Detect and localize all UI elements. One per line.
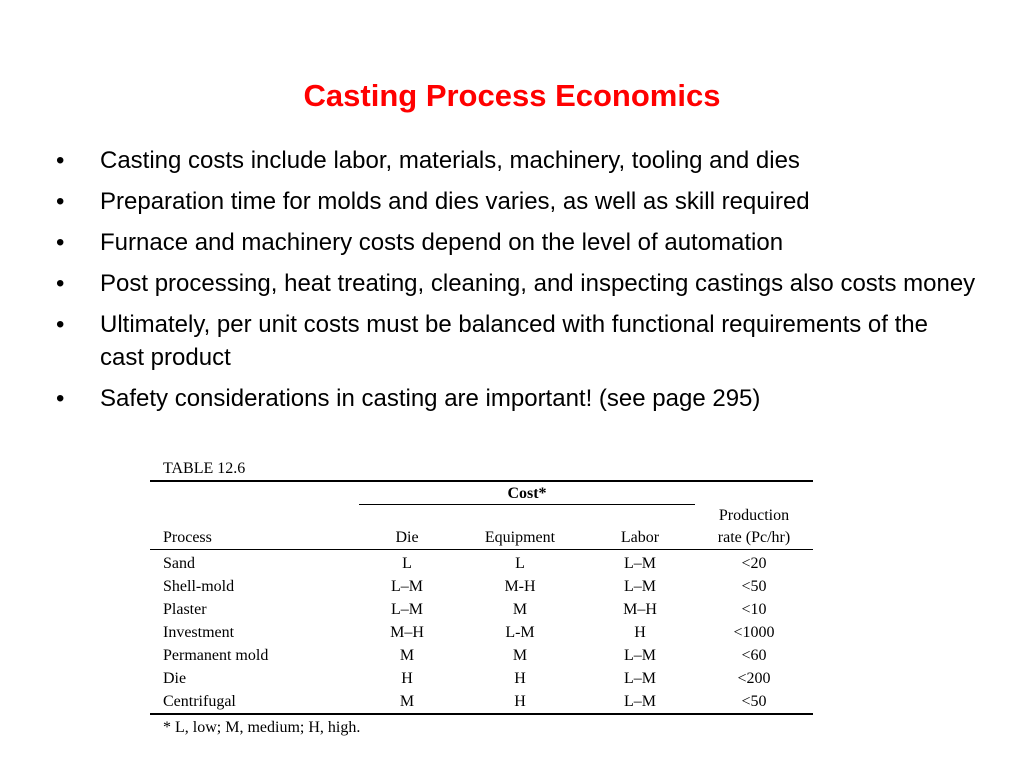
cell-rate: <60 <box>741 647 767 664</box>
cell-equipment: H <box>514 670 526 687</box>
bullet-item <box>56 185 976 218</box>
bullet-item <box>56 267 976 300</box>
bullet-dot-icon: • <box>56 147 65 174</box>
bullet-item <box>56 308 976 374</box>
bullet-dot-icon: • <box>56 188 65 215</box>
cell-labor: L–M <box>624 670 656 687</box>
cell-die: H <box>401 670 413 687</box>
cell-labor: L–M <box>585 690 695 714</box>
bullet-list <box>56 144 976 423</box>
column-header-equipment: Equipment <box>455 505 585 550</box>
cell-rate: <50 <box>741 578 767 595</box>
slide-title: Casting Process Economics <box>303 78 721 113</box>
bullet-item <box>56 144 976 177</box>
cell-die: L–M <box>391 578 423 595</box>
cell-process: Shell-mold <box>163 578 235 595</box>
cell-die: L–M <box>391 601 423 618</box>
bullet-text: Furnace and machinery costs depend on the level of automation <box>100 229 784 256</box>
table-row <box>150 621 813 644</box>
cell-labor: H <box>634 624 646 641</box>
cell-rate: <20 <box>741 555 767 572</box>
cell-process: Sand <box>163 555 195 572</box>
table-row <box>150 575 813 598</box>
cell-equipment: M <box>512 647 528 664</box>
cell-equipment: M-H <box>504 578 536 595</box>
bullet-item <box>56 226 976 259</box>
cell-die: M <box>359 690 455 714</box>
bullet-dot-icon: • <box>56 270 65 297</box>
rate-header-line2: rate (Pc/hr) <box>717 529 791 546</box>
cell-die: M <box>399 647 415 664</box>
cell-process: Plaster <box>163 601 207 618</box>
cell-process: Centrifugal <box>150 690 359 714</box>
bullet-text: Preparation time for molds and dies varies, as well as skill required <box>100 188 810 215</box>
cost-table-grid <box>150 482 813 715</box>
bullet-item <box>56 382 976 415</box>
table-row <box>150 644 813 667</box>
cost-group-header <box>359 482 695 505</box>
rate-header-line1: Production <box>718 507 790 524</box>
cost-table <box>150 458 813 739</box>
column-header-process: Process <box>150 505 359 550</box>
table-footnote: * L, low; M, medium; H, high. <box>163 719 361 736</box>
cell-equipment: M <box>512 601 528 618</box>
table-row <box>150 667 813 690</box>
cell-labor: L–M <box>624 578 656 595</box>
column-header-production-rate <box>695 505 813 550</box>
cell-labor: L–M <box>624 647 656 664</box>
cell-rate: <200 <box>737 670 771 687</box>
cell-die: M–H <box>390 624 424 641</box>
cell-equipment: L <box>515 555 525 572</box>
cell-rate: <1000 <box>733 624 775 641</box>
cell-equipment: L-M <box>505 624 535 641</box>
cost-group-label: Cost* <box>507 485 547 502</box>
cell-die: L <box>402 555 412 572</box>
table-row <box>150 598 813 621</box>
bullet-dot-icon: • <box>56 229 65 256</box>
cell-rate: <10 <box>741 601 767 618</box>
table-row <box>150 690 813 714</box>
table-caption: TABLE 12.6 <box>150 458 813 482</box>
bullet-text: Ultimately, per unit costs must be balanced with functional requirements of the cast product <box>100 311 928 371</box>
cell-process: Investment <box>163 624 235 641</box>
cost-group-header-row <box>150 482 813 505</box>
bullet-dot-icon: • <box>56 385 65 412</box>
cell-labor: M–H <box>623 601 657 618</box>
cell-process: Die <box>163 670 187 687</box>
column-header-labor: Labor <box>585 505 695 550</box>
bullet-text: Post processing, heat treating, cleaning, and inspecting castings also costs money <box>100 270 976 297</box>
bullet-text: Safety considerations in casting are important! (see page 295) <box>100 385 761 412</box>
cell-equipment: H <box>455 690 585 714</box>
column-header-die: Die <box>359 505 455 550</box>
cell-rate: <50 <box>695 690 813 714</box>
column-header-row <box>150 505 813 550</box>
cell-labor: L–M <box>624 555 656 572</box>
cell-process: Permanent mold <box>163 647 269 664</box>
cost-group-rule <box>359 504 695 505</box>
bullet-dot-icon: • <box>56 311 65 338</box>
table-row <box>150 550 813 576</box>
bullet-text: Casting costs include labor, materials, machinery, tooling and dies <box>100 147 800 174</box>
